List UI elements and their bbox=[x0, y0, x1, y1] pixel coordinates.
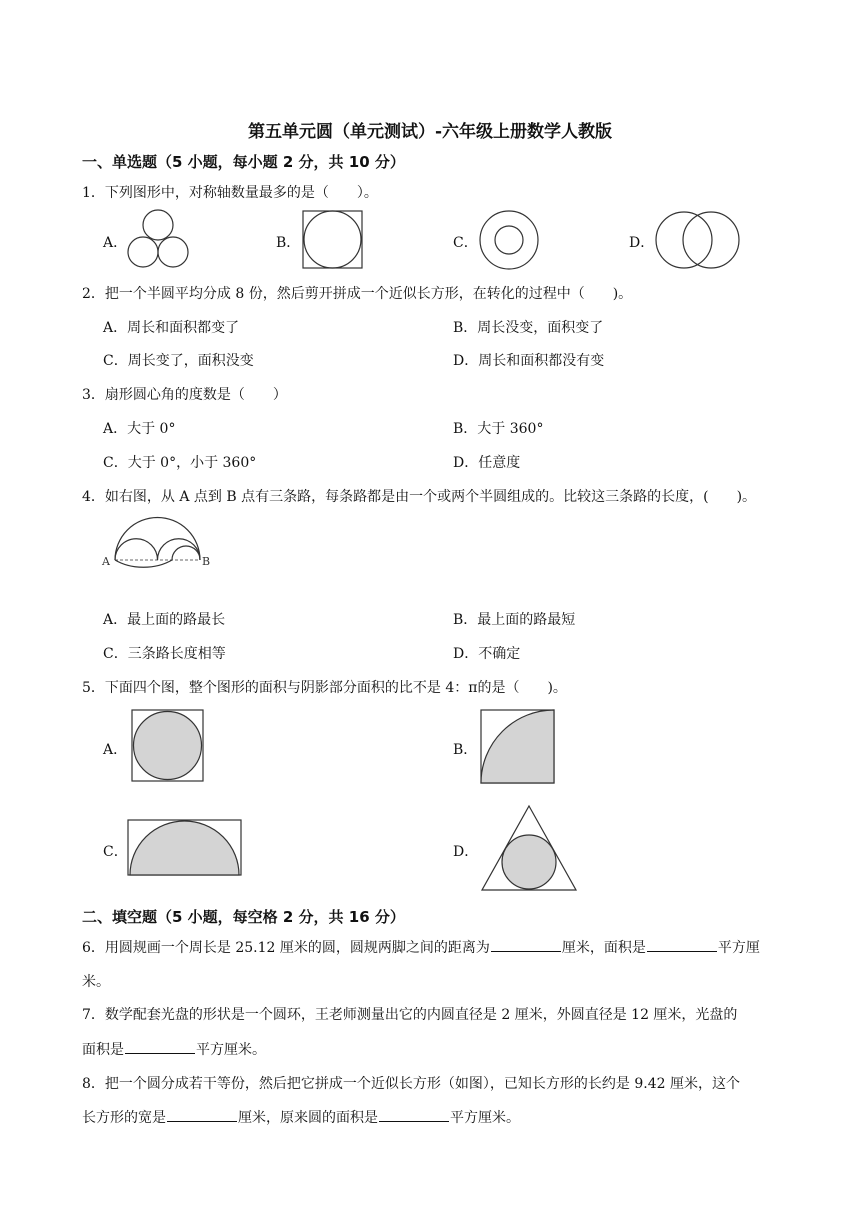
q6-text-4: 米。 bbox=[82, 974, 110, 990]
q8-answer-blank-2[interactable] bbox=[379, 1107, 449, 1122]
q5-figure-c-semicircle-in-rectangle bbox=[127, 819, 243, 876]
q3-option-d[interactable]: D．任意度 bbox=[453, 455, 521, 471]
q1-option-c-label[interactable]: C． bbox=[453, 235, 478, 251]
q7-text-3: 平方厘米。 bbox=[196, 1042, 266, 1058]
section-heading-fill-in: 二、填空题（5 小题，每空格 2 分，共 16 分） bbox=[82, 908, 405, 926]
q8-text-4: 平方厘米。 bbox=[450, 1110, 520, 1126]
q5-figure-d-circle-in-triangle bbox=[480, 804, 578, 892]
q7-text-2: 面积是 bbox=[82, 1042, 124, 1058]
q5-option-c-label[interactable]: C． bbox=[103, 844, 128, 860]
question-3-stem: 3．扇形圆心角的度数是（ ） bbox=[82, 387, 287, 403]
q5-option-b-label[interactable]: B． bbox=[453, 742, 478, 758]
q1-figure-d-overlapping-circles bbox=[655, 210, 741, 270]
q2-option-c[interactable]: C．周长变了，面积没变 bbox=[103, 353, 254, 369]
q1-option-d-label[interactable]: D． bbox=[629, 235, 655, 251]
q6-text-2: 厘米，面积是 bbox=[561, 940, 646, 956]
question-8-line-1: 8．把一个圆分成若干等份，然后把它拼成一个近似长方形（如图），已知长方形的长约是 9.42 厘米，这个 bbox=[82, 1076, 740, 1092]
q6-answer-blank-2[interactable] bbox=[647, 937, 717, 952]
q8-text-2: 长方形的宽是 bbox=[82, 1110, 166, 1126]
q6-text-1: 6．用圆规画一个周长是 25.12 厘米的圆，圆规两脚之间的距离为 bbox=[82, 940, 490, 956]
q3-option-c[interactable]: C．大于 0°，小于 360° bbox=[103, 455, 257, 471]
q8-text-3: 厘米，原来圆的面积是 bbox=[238, 1110, 378, 1126]
q8-answer-blank-1[interactable] bbox=[167, 1107, 237, 1122]
q3-option-a[interactable]: A．大于 0° bbox=[103, 421, 176, 437]
q2-option-b[interactable]: B．周长没变，面积变了 bbox=[453, 320, 604, 336]
q5-figure-b-quarter-circle bbox=[480, 709, 556, 785]
q4-option-d[interactable]: D．不确定 bbox=[453, 646, 521, 662]
q4-option-b[interactable]: B．最上面的路最短 bbox=[453, 612, 576, 628]
q4-figure-semicircle-paths bbox=[100, 515, 212, 577]
q3-option-b[interactable]: B．大于 360° bbox=[453, 421, 544, 437]
q2-option-d[interactable]: D．周长和面积都没有变 bbox=[453, 353, 605, 369]
q6-answer-blank-1[interactable] bbox=[491, 937, 561, 952]
question-6-line-1 bbox=[82, 937, 760, 957]
q1-option-a-label[interactable]: A． bbox=[103, 235, 128, 251]
question-4-stem: 4．如右图，从 A 点到 B 点有三条路，每条路都是由一个或两个半圆组成的。比较这三条路的长度，( )。 bbox=[82, 489, 757, 505]
q4-option-a[interactable]: A．最上面的路最长 bbox=[103, 612, 226, 628]
q1-figure-a-three-circles bbox=[126, 208, 190, 270]
q4-option-c[interactable]: C．三条路长度相等 bbox=[103, 646, 226, 662]
q1-figure-c-concentric-circles bbox=[478, 210, 540, 270]
q1-figure-b-circle-in-square bbox=[302, 210, 364, 270]
q5-option-d-label[interactable]: D． bbox=[453, 844, 479, 860]
question-7-line-2 bbox=[82, 1039, 266, 1059]
section-heading-single-choice: 一、单选题（5 小题，每小题 2 分，共 10 分） bbox=[82, 153, 405, 171]
question-2-stem: 2．把一个半圆平均分成 8 份，然后剪开拼成一个近似长方形，在转化的过程中（ )。 bbox=[82, 286, 633, 302]
question-7-line-1: 7．数学配套光盘的形状是一个圆环，王老师测量出它的内圆直径是 2 厘米，外圆直径是 12 厘米，光盘的 bbox=[82, 1007, 738, 1023]
q2-option-a[interactable]: A．周长和面积都变了 bbox=[103, 320, 240, 336]
q4-point-a-label: A bbox=[102, 555, 110, 568]
q7-answer-blank[interactable] bbox=[125, 1039, 195, 1054]
q5-option-a-label[interactable]: A． bbox=[103, 742, 128, 758]
page-title: 第五单元圆（单元测试）-六年级上册数学人教版 bbox=[247, 122, 613, 142]
q4-point-b-label: B bbox=[202, 555, 211, 568]
question-8-line-2 bbox=[82, 1107, 520, 1127]
q1-option-b-label[interactable]: B． bbox=[276, 235, 301, 251]
q6-text-3: 平方厘 bbox=[717, 940, 760, 956]
question-5-stem: 5．下面四个图，整个图形的面积与阴影部分面积的比不是 4：π的是（ )。 bbox=[82, 680, 567, 696]
question-1-stem: 1．下列图形中，对称轴数量最多的是（ ）。 bbox=[82, 185, 378, 201]
q5-figure-a-circle-in-square bbox=[131, 709, 205, 783]
